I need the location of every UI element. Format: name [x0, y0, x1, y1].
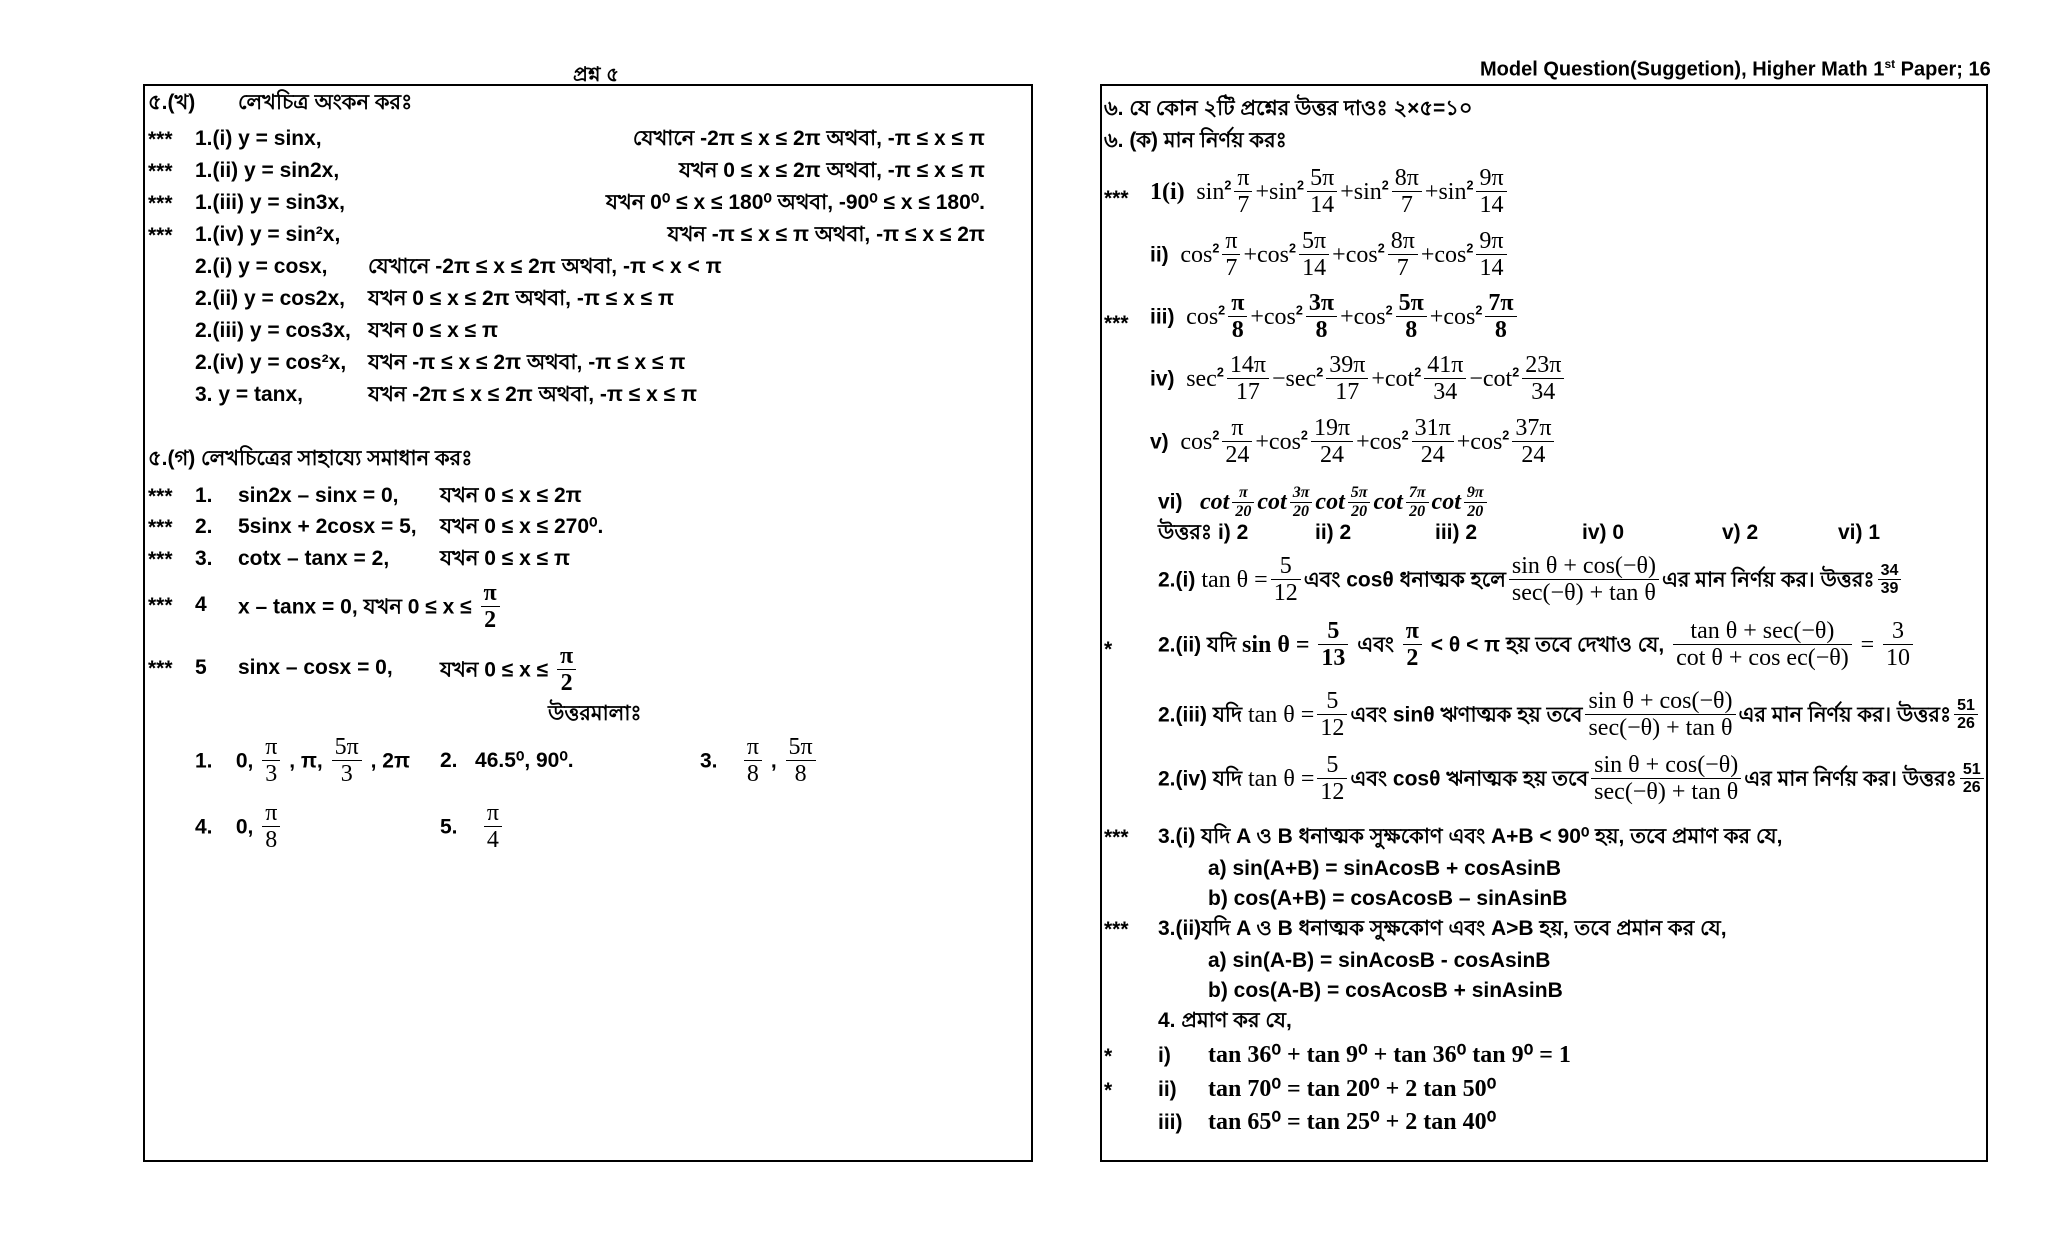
question-6ka-title: ৬. (ক) মান নির্ণয় করঃ [1104, 129, 1287, 152]
evaluate-5-fraction-1-denominator: 24 [1225, 442, 1250, 469]
answer-5: 5. $\frac{\pi}{4}$ [440, 800, 505, 854]
evaluate-answer-5: v) 2 [1722, 521, 1759, 544]
q2-1-post-text: এর মান নির্ণয় কর। উত্তরঃ [1661, 568, 1875, 592]
q2-3-cond-fraction [1317, 752, 1347, 806]
q3-row-6: b) cos(A-B) = cosAcosB + sinAsinB [1208, 979, 1563, 1002]
evaluate-2-fn-4: cos [1434, 241, 1467, 268]
evaluate-5-fn-4: cos [1470, 428, 1503, 455]
graph-3-condition: যখন 0⁰ ≤ x ≤ 180⁰ অথবা, -90⁰ ≤ x ≤ 180⁰. [605, 191, 985, 214]
solve-5-condition: যখন 0 ≤ x ≤ $\frac{\pi}{2}$ [440, 643, 579, 697]
answer-3-fraction-1: $\frac{\pi}{8}$ [744, 734, 762, 788]
q2-2-cond-fraction-numerator: 5 [1317, 688, 1347, 715]
solve-1-stars: *** [148, 485, 173, 508]
graph-3-stars: *** [148, 192, 173, 215]
evaluate-5-fraction-3-numerator: 31π [1412, 415, 1454, 442]
evaluate-1-fraction-2-denominator: 14 [1310, 192, 1335, 219]
evaluate-2-fraction-3 [1388, 228, 1418, 282]
evaluate-1-fraction-4 [1476, 165, 1506, 219]
evaluate-answer-2: ii) 2 [1315, 521, 1352, 544]
evaluate-3-op-2: + [1340, 303, 1354, 330]
evaluate-1-fraction-1 [1234, 165, 1252, 219]
graph-6-condition: যখন 0 ≤ x ≤ 2π অথবা, -π ≤ x ≤ π [368, 287, 675, 310]
evaluate-3-power-2: 2 [1295, 303, 1303, 318]
evaluate-4-power-3: 2 [1414, 365, 1422, 380]
q2-1-cond-fraction-numerator: 5 [1271, 553, 1301, 580]
evaluate-1-op-3: + [1424, 178, 1439, 205]
evaluate-5-fraction-2 [1311, 415, 1353, 469]
q2-2-middle-text: এবং sinθ ঋণাত্মক হয় তবে [1350, 703, 1583, 727]
evaluate-3-stars: *** [1104, 312, 1129, 335]
vi-fraction-4-numerator: 7π [1406, 484, 1429, 503]
evaluate-row-4 [1150, 352, 1567, 406]
q3-row-7: 4. প্রমাণ কর যে, [1158, 1009, 1292, 1032]
evaluate-5-op-1: + [1255, 428, 1269, 455]
graph-9-condition: যখন -2π ≤ x ≤ 2π অথবা, -π ≤ x ≤ π [368, 383, 698, 406]
evaluate-1-power-3: 2 [1381, 178, 1389, 193]
evaluate-3-fraction-4 [1485, 290, 1516, 344]
evaluate-3-label: iii) [1150, 305, 1175, 329]
answer-2: 2. 46.5⁰, 90⁰. [440, 749, 574, 772]
evaluate-4-power-4: 2 [1512, 365, 1520, 380]
evaluate-5-fn-1: cos [1180, 428, 1213, 455]
question-2-row-2 [1158, 688, 1981, 742]
q2-2-cond-fraction [1317, 688, 1347, 742]
evaluate-3-fraction-2 [1306, 290, 1337, 344]
vi-fn-1: cot [1200, 489, 1230, 516]
evaluate-3-fraction-2-denominator: 8 [1315, 317, 1328, 344]
evaluate-4-power-2: 2 [1316, 365, 1324, 380]
vi-fraction-5-denominator: 20 [1467, 502, 1484, 520]
q2-2-expression-fraction [1585, 688, 1735, 742]
q2ii-sin-fraction: $\frac{5}{13}$ [1318, 618, 1348, 672]
evaluate-2-power-4: 2 [1466, 241, 1474, 256]
evaluate-4-fraction-1-denominator: 17 [1235, 379, 1260, 406]
evaluate-1-fraction-3-numerator: 8π [1392, 165, 1422, 192]
q3-row-5: a) sin(A-B) = sinAcosB - cosAsinB [1208, 949, 1551, 972]
evaluate-2-fraction-1-numerator: π [1222, 228, 1240, 255]
answer-3-fraction-2: $\frac{5\pi}{8}$ [786, 734, 816, 788]
solve-3-equation: cotx – tanx = 2, [238, 547, 390, 570]
evaluate-4-fraction-1 [1227, 352, 1269, 406]
evaluate-2-power-3: 2 [1377, 241, 1385, 256]
question-2-row-3 [1158, 752, 1987, 806]
evaluate-2-fraction-3-denominator: 7 [1396, 255, 1409, 282]
evaluate-4-fraction-2-numerator: 39π [1326, 352, 1368, 379]
evaluate-5-power-3: 2 [1401, 428, 1409, 443]
evaluate-2-fraction-2 [1299, 228, 1329, 282]
evaluate-1-fraction-1-denominator: 7 [1237, 192, 1250, 219]
q4-2-equation: tan 70⁰ = tan 20⁰ + 2 tan 50⁰ [1208, 1076, 1497, 1102]
q4-2-label: ii) [1158, 1078, 1177, 1101]
solve-1-equation: sin2x – sinx = 0, [238, 484, 399, 507]
solve-1-number: 1. [195, 484, 213, 507]
q2ii-range-fraction: $\frac{\pi}{2}$ [1403, 618, 1422, 672]
evaluate-3-power-4: 2 [1475, 303, 1483, 318]
q2-1-cond-fraction-denominator: 12 [1273, 580, 1298, 607]
evaluate-2-power-2: 2 [1289, 241, 1297, 256]
evaluate-row-1 [1150, 165, 1510, 219]
solve-5-fraction: $\frac{\pi}{2}$ [557, 643, 576, 697]
solve-5-equation: sinx – cosx = 0, [238, 656, 393, 679]
q2-3-expression-fraction [1591, 752, 1741, 806]
evaluate-5-fraction-1 [1222, 415, 1252, 469]
evaluate-3-fraction-3-numerator: 5π [1396, 290, 1427, 317]
vi-fraction-2 [1290, 484, 1313, 520]
evaluate-1-fraction-4-denominator: 14 [1479, 192, 1504, 219]
evaluate-3-fn-2: cos [1263, 303, 1296, 330]
vi-fraction-4 [1406, 484, 1429, 520]
q4-1-equation: tan 36⁰ + tan 9⁰ + tan 36⁰ tan 9⁰ = 1 [1208, 1042, 1571, 1068]
graph-8-label: 2.(iv) y = cos²x, [195, 351, 347, 374]
q2-3-answer-fraction [1960, 761, 1984, 797]
evaluate-3-fn-4: cos [1443, 303, 1476, 330]
q2-1-expression-fraction-numerator: sin θ + cos(−θ) [1509, 553, 1659, 580]
q3-4-stars: *** [1104, 918, 1129, 941]
evaluate-1-power-2: 2 [1297, 178, 1305, 193]
solve-3-stars: *** [148, 548, 173, 571]
solve-1-condition: যখন 0 ≤ x ≤ 2π [440, 484, 582, 507]
graph-7-label: 2.(iii) y = cos3x, [195, 319, 351, 342]
solve-2-number: 2. [195, 515, 213, 538]
evaluate-2-fn-1: cos [1180, 241, 1213, 268]
graph-1-stars: *** [148, 128, 173, 151]
graph-2-condition: যখন 0 ≤ x ≤ 2π অথবা, -π ≤ x ≤ π [678, 159, 985, 182]
answers-title: উত্তরমালাঃ [548, 702, 642, 725]
evaluate-5-fraction-2-denominator: 24 [1320, 442, 1344, 469]
evaluate-3-fraction-1-numerator: π [1228, 290, 1247, 317]
answer-4: 4. 0, $\frac{\pi}{8}$ [195, 800, 283, 854]
graph-8-condition: যখন -π ≤ x ≤ 2π অথবা, -π ≤ x ≤ π [368, 351, 686, 374]
q2-3-answer-fraction-numerator: 51 [1960, 761, 1984, 780]
graph-7-condition: যখন 0 ≤ x ≤ π [368, 319, 499, 342]
q2-2-expression-fraction-denominator: sec(−θ) + tan θ [1588, 715, 1733, 742]
q2-2-tan-label: tan θ = [1241, 701, 1315, 728]
vi-fn-3: cot [1315, 489, 1345, 516]
evaluate-2-op-2: + [1332, 241, 1346, 268]
question-6-title: ৬. যে কোন ২টি প্রশ্নের উত্তর দাওঃ ২×৫=১০ [1104, 97, 1473, 120]
answer-1-fraction-1: $\frac{\pi}{3}$ [262, 734, 280, 788]
evaluate-4-fraction-3-denominator: 34 [1433, 379, 1458, 406]
graph-1-condition: যেখানে -2π ≤ x ≤ 2π অথবা, -π ≤ x ≤ π [632, 127, 985, 150]
evaluate-3-fn-3: cos [1353, 303, 1386, 330]
evaluate-2-fn-3: cos [1345, 241, 1378, 268]
evaluate-3-fraction-1 [1228, 290, 1247, 344]
q2-3-expression-fraction-denominator: sec(−θ) + tan θ [1594, 779, 1739, 806]
evaluate-4-fn-4: cot [1482, 365, 1513, 392]
q2-2-answer-fraction-denominator: 26 [1957, 715, 1975, 733]
vi-fn-4: cot [1373, 489, 1403, 516]
evaluate-1-fn-1: sin [1196, 178, 1225, 205]
evaluate-2-fraction-1 [1222, 228, 1240, 282]
vi-fn-5: cot [1431, 489, 1461, 516]
evaluate-1-fn-2: sin [1269, 178, 1298, 205]
q2-1-label: 2.(i) [1158, 568, 1196, 592]
evaluate-1-fraction-3 [1392, 165, 1422, 219]
evaluate-answer-4: iv) 0 [1582, 521, 1625, 544]
evaluate-3-fraction-3 [1396, 290, 1427, 344]
q2-3-label: 2.(iv) যদি [1158, 767, 1242, 791]
solve-4-number: 4 [195, 593, 207, 616]
solve-4-stars: *** [148, 594, 173, 617]
evaluate-3-power-1: 2 [1218, 303, 1226, 318]
evaluate-5-power-4: 2 [1502, 428, 1510, 443]
vi-fraction-3-numerator: 5π [1348, 484, 1371, 503]
evaluate-4-fraction-4 [1522, 352, 1564, 406]
q2-2-expression-fraction-numerator: sin θ + cos(−θ) [1585, 688, 1735, 715]
evaluate-2-op-1: + [1243, 241, 1258, 268]
graph-2-stars: *** [148, 160, 173, 183]
evaluate-4-fraction-4-numerator: 23π [1522, 352, 1564, 379]
evaluate-5-fn-2: cos [1268, 428, 1301, 455]
q2-2-label: 2.(iii) যদি [1158, 703, 1242, 727]
vi-fraction-4-denominator: 20 [1409, 502, 1426, 520]
evaluate-3-fraction-3-denominator: 8 [1405, 317, 1418, 344]
q4-3-equation: tan 65⁰ = tan 25⁰ + 2 tan 40⁰ [1208, 1109, 1497, 1135]
evaluate-2-power-1: 2 [1212, 241, 1220, 256]
evaluate-4-op-1: − [1271, 365, 1286, 392]
evaluate-1-fraction-1-numerator: π [1234, 165, 1252, 192]
q2-3-cond-fraction-numerator: 5 [1317, 752, 1347, 779]
evaluate-4-power-1: 2 [1216, 365, 1224, 380]
solve-2-stars: *** [148, 516, 173, 539]
evaluate-3-power-3: 2 [1385, 303, 1393, 318]
vi-fraction-5-numerator: 9π [1464, 484, 1487, 503]
answer-5-fraction: $\frac{\pi}{4}$ [484, 800, 502, 854]
left-page-header: প্রশ্ন ৫ [573, 64, 620, 86]
q3-row-2: a) sin(A+B) = sinAcosB + cosAsinB [1208, 857, 1562, 880]
q3-1-stars: *** [1104, 826, 1129, 849]
q2-3-answer-fraction-denominator: 26 [1962, 779, 1981, 797]
evaluate-3-fraction-2-numerator: 3π [1306, 290, 1337, 317]
evaluate-5-fraction-4-denominator: 24 [1521, 442, 1546, 469]
evaluate-3-fn-1: cos [1186, 303, 1219, 330]
evaluate-4-fn-2: sec [1285, 365, 1317, 392]
graph-1-label: 1.(i) y = sinx, [195, 127, 322, 150]
evaluate-5-fn-3: cos [1369, 428, 1402, 455]
evaluate-row-3 [1150, 290, 1520, 344]
section-5kha-number: ৫.(খ) [148, 91, 196, 114]
q3-row-4: 3.(ii)যদি A ও B ধনাত্মক সুক্ষকোণ এবং A>B হয়, তবে প্রমান কর যে, [1158, 917, 1727, 940]
evaluate-answer-1: উত্তরঃ i) 2 [1158, 521, 1249, 544]
evaluate-1-label: 1(i) [1150, 178, 1185, 205]
evaluate-1-fraction-2 [1307, 165, 1337, 219]
evaluate-1-fraction-4-numerator: 9π [1476, 165, 1506, 192]
evaluate-4-label: iv) [1150, 367, 1175, 391]
evaluate-5-op-2: + [1356, 428, 1370, 455]
evaluate-2-fn-2: cos [1257, 241, 1290, 268]
evaluate-1-op-2: + [1340, 178, 1354, 205]
question-2-row-1 [1158, 553, 1904, 607]
q2-1-answer-fraction-numerator: 34 [1878, 562, 1902, 581]
q2-3-tan-label: tan θ = [1242, 765, 1315, 792]
evaluate-5-fraction-4-numerator: 37π [1512, 415, 1554, 442]
q2-3-middle-text: এবং cosθ ঋনাত্মক হয় তবে [1350, 767, 1589, 791]
section-5kha-title: লেখচিত্র অংকন করঃ [238, 91, 413, 114]
solve-2-equation: 5sinx + 2cosx = 5, [238, 515, 417, 538]
evaluate-3-fraction-4-numerator: 7π [1485, 290, 1516, 317]
graph-6-label: 2.(ii) y = cos2x, [195, 287, 345, 310]
evaluate-5-fraction-4 [1512, 415, 1554, 469]
graph-9-label: 3. y = tanx, [195, 383, 303, 406]
q2-1-expression-fraction [1509, 553, 1659, 607]
solve-3-condition: যখন 0 ≤ x ≤ π [440, 547, 571, 570]
evaluate-5-fraction-3-denominator: 24 [1420, 442, 1445, 469]
evaluate-2-fraction-4-numerator: 9π [1476, 228, 1506, 255]
evaluate-4-fraction-1-numerator: 14π [1227, 352, 1269, 379]
evaluate-4-op-3: − [1469, 365, 1483, 392]
evaluate-5-fraction-3 [1412, 415, 1454, 469]
graph-2-label: 1.(ii) y = sin2x, [195, 159, 340, 182]
evaluate-1-power-4: 2 [1466, 178, 1474, 193]
evaluate-4-fn-3: cot [1384, 365, 1415, 392]
q2ii-stars: * [1104, 638, 1113, 661]
answer-4-fraction: $\frac{\pi}{8}$ [262, 800, 280, 854]
evaluate-2-fraction-2-denominator: 14 [1302, 255, 1327, 282]
evaluate-3-fraction-1-denominator: 8 [1231, 317, 1244, 344]
evaluate-4-fraction-2 [1326, 352, 1368, 406]
evaluate-answer-3: iii) 2 [1435, 521, 1478, 544]
q2-2-answer-fraction [1954, 697, 1978, 733]
question-2-ii: 2.(ii) যদি sin θ = $\frac{5}{13}$ এবং $\frac{\pi}{2}$ < θ < π হয় তবে দেখাও যে, tan θ + sec(−θ) cot θ + cos ec(−θ) = $\frac{3}{10}$ [1158, 618, 1916, 672]
graph-4-condition: যখন -π ≤ x ≤ π অথবা, -π ≤ x ≤ 2π [667, 223, 985, 246]
q2-2-answer-fraction-numerator: 51 [1954, 697, 1978, 716]
evaluate-2-fraction-4 [1476, 228, 1506, 282]
evaluate-3-fraction-4-denominator: 8 [1494, 317, 1507, 344]
evaluate-5-label: v) [1150, 430, 1169, 454]
q4-2-stars: * [1104, 1079, 1113, 1102]
graph-3-label: 1.(iii) y = sin3x, [195, 191, 345, 214]
vi-fn-2: cot [1257, 489, 1287, 516]
evaluate-row-2 [1150, 228, 1510, 282]
evaluate-4-fn-1: sec [1186, 365, 1217, 392]
q3-row-3: b) cos(A+B) = cosAcosB – sinAsinB [1208, 887, 1568, 910]
evaluate-vi: vi) cot $\frac{\pi}{20}$ cot $\frac{3\pi}{20}$ cot $\frac{5\pi}{20}$ cot $\frac{7\pi}{20}$ cot $\frac{9\pi}{20}$ [1158, 484, 1490, 520]
q4-1-label: i) [1158, 1044, 1171, 1067]
vi-fraction-2-denominator: 20 [1293, 502, 1310, 520]
evaluate-3-op-1: + [1250, 303, 1264, 330]
solve-4-equation: x – tanx = 0, যখন 0 ≤ x ≤ $\frac{\pi}{2}$ [238, 580, 503, 634]
q2ii-lhs-fraction: tan θ + sec(−θ) cot θ + cos ec(−θ) [1673, 618, 1852, 672]
solve-2-condition: যখন 0 ≤ x ≤ 270⁰. [440, 515, 604, 538]
vi-fraction-3 [1348, 484, 1371, 520]
q2-1-cond-fraction [1271, 553, 1301, 607]
evaluate-1-power-1: 2 [1224, 178, 1232, 193]
answer-1: 1. 0, $\frac{\pi}{3}$ , π, $\frac{5\pi}{3}$ , 2π [195, 734, 411, 788]
evaluate-2-fraction-2-numerator: 5π [1299, 228, 1329, 255]
q2-1-tan-label: tan θ = [1195, 566, 1268, 593]
graph-4-stars: *** [148, 224, 173, 247]
evaluate-1-fraction-2-numerator: 5π [1307, 165, 1337, 192]
evaluate-5-fraction-2-numerator: 19π [1311, 415, 1353, 442]
section-5ga-title: ৫.(গ) লেখচিত্রের সাহায্যে সমাধান করঃ [148, 447, 473, 470]
solve-3-number: 3. [195, 547, 213, 570]
evaluate-4-op-2: + [1371, 365, 1385, 392]
q2-3-post-text: এর মান নির্ণয় কর। উত্তরঃ [1744, 767, 1957, 791]
q4-1-stars: * [1104, 1045, 1113, 1068]
evaluate-3-op-3: + [1429, 303, 1444, 330]
evaluate-1-fn-4: sin [1438, 178, 1467, 205]
q2-3-expression-fraction-numerator: sin θ + cos(−θ) [1591, 752, 1741, 779]
evaluate-4-fraction-2-denominator: 17 [1335, 379, 1360, 406]
vi-fraction-1-numerator: π [1232, 484, 1254, 503]
evaluate-4-fraction-3-numerator: 41π [1424, 352, 1466, 379]
solve-5-number: 5 [195, 656, 207, 679]
q2-1-answer-fraction-denominator: 39 [1880, 580, 1899, 598]
solve-5-stars: *** [148, 657, 173, 680]
q2-1-answer-fraction [1878, 562, 1902, 598]
evaluate-2-fraction-1-denominator: 7 [1225, 255, 1238, 282]
evaluate-1-op-1: + [1255, 178, 1270, 205]
evaluate-4-fraction-4-denominator: 34 [1531, 379, 1556, 406]
graph-5-label: 2.(i) y = cosx, [195, 255, 328, 278]
evaluate-5-power-1: 2 [1212, 428, 1220, 443]
vi-fraction-5 [1464, 484, 1487, 520]
evaluate-5-power-2: 2 [1300, 428, 1308, 443]
evaluate-answer-6: vi) 1 [1838, 521, 1881, 544]
vi-fraction-1-denominator: 20 [1235, 502, 1252, 520]
q2-1-middle-text: এবং cosθ ধনাত্মক হলে [1303, 568, 1506, 592]
evaluate-1-fn-3: sin [1353, 178, 1382, 205]
right-page-header: Model Question(Suggetion), Higher Math 1st Paper; 16 [1480, 57, 1991, 81]
q4-3-label: iii) [1158, 1111, 1183, 1134]
evaluate-2-op-3: + [1420, 241, 1435, 268]
graph-4-label: 1.(iv) y = sin²x, [195, 223, 341, 246]
evaluate-1-stars: *** [1104, 187, 1129, 210]
q2-2-cond-fraction-denominator: 12 [1320, 715, 1345, 742]
vi-fraction-1 [1232, 484, 1254, 520]
evaluate-1-fraction-3-denominator: 7 [1400, 192, 1413, 219]
q2-1-expression-fraction-denominator: sec(−θ) + tan θ [1511, 580, 1656, 607]
q2-2-post-text: এর মান নির্ণয় কর। উত্তরঃ [1738, 703, 1952, 727]
answer-3: 3. $\frac{\pi}{8}$ , $\frac{5\pi}{8}$ [700, 734, 819, 788]
evaluate-5-op-3: + [1456, 428, 1471, 455]
q2ii-rhs-fraction: $\frac{3}{10}$ [1883, 618, 1913, 672]
graph-5-condition: যেখানে -2π ≤ x ≤ 2π অথবা, -π < x < π [368, 255, 722, 278]
evaluate-5-fraction-1-numerator: π [1222, 415, 1252, 442]
solve-4-fraction: $\frac{\pi}{2}$ [481, 580, 500, 634]
vi-fraction-2-numerator: 3π [1290, 484, 1313, 503]
vi-fraction-3-denominator: 20 [1351, 502, 1368, 520]
evaluate-2-fraction-4-denominator: 14 [1479, 255, 1504, 282]
q3-row-1: 3.(i) যদি A ও B ধনাত্মক সুক্ষকোণ এবং A+B < 90⁰ হয়, তবে প্রমাণ কর যে, [1158, 825, 1783, 848]
evaluate-4-fraction-3 [1424, 352, 1466, 406]
q2-3-cond-fraction-denominator: 12 [1320, 779, 1345, 806]
evaluate-row-5 [1150, 415, 1557, 469]
evaluate-2-label: ii) [1150, 243, 1169, 267]
evaluate-2-fraction-3-numerator: 8π [1388, 228, 1418, 255]
answer-1-fraction-2: $\frac{5\pi}{3}$ [332, 734, 362, 788]
